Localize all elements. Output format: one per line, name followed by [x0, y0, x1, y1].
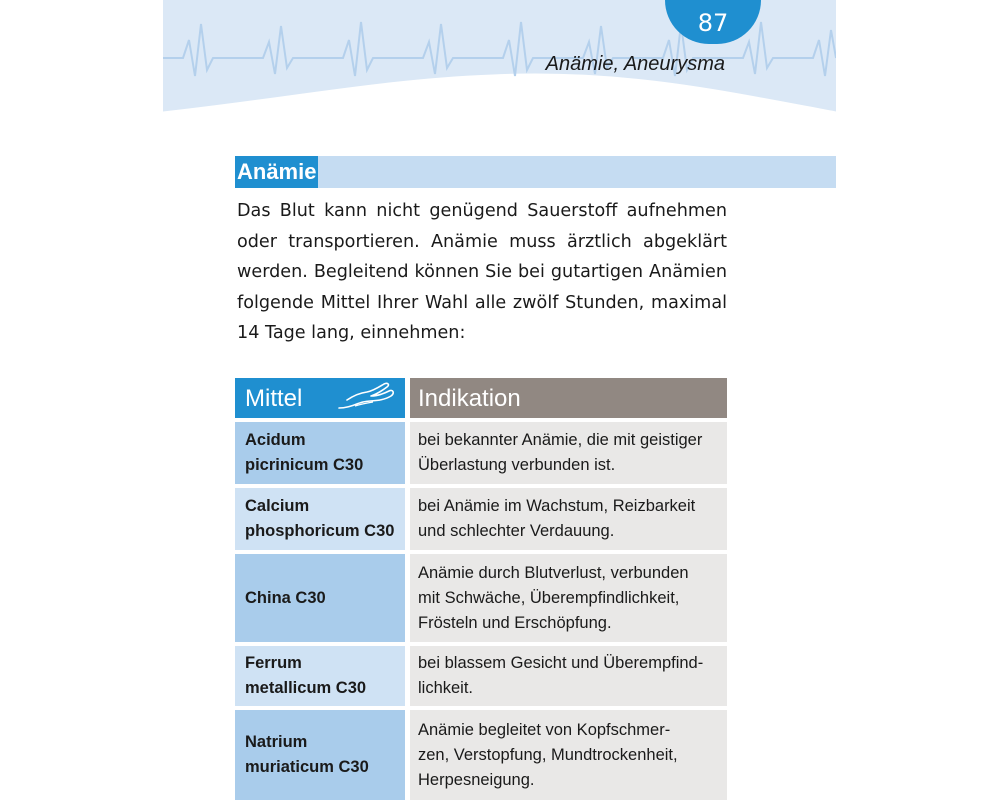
indication-cell: [410, 422, 727, 484]
table-row: [235, 422, 727, 484]
table-row: [235, 554, 727, 642]
indication-text: bei blassem Gesicht und Überempfind- lichkeit.: [418, 654, 704, 697]
indication-text: bei bekannter Anämie, die mit geistiger Überlastung verbunden ist.: [418, 431, 703, 474]
indication-cell: [410, 710, 727, 800]
table-row: [235, 488, 727, 550]
indication-text: Anämie begleitet von Kopfschmer- zen, Verstopfung, Mundtrockenheit, Herpesneigung.: [418, 720, 678, 789]
remedy-cell: [235, 710, 405, 800]
indication-text: bei Anämie im Wachstum, Reizbarkeit und schlechter Verdauung.: [418, 497, 696, 540]
intro-paragraph: Das Blut kann nicht genügend Sauerstoff aufnehmen oder transportieren. Anämie muss ärztlich abgeklärt werden. Begleitend können Sie bei gutartigen Anämien folgende Mittel Ihrer Wahl alle zwölf Stunden, maximal 14 Tage lang, einnehmen:: [237, 201, 727, 343]
remedy-cell: [235, 646, 405, 706]
page-number: 87: [665, 0, 761, 44]
remedy-cell: [235, 554, 405, 642]
column-header-mittel-label: Mittel: [245, 385, 303, 412]
remedy-name: Natrium muriaticum C30: [245, 733, 369, 776]
remedy-name: Acidum picrinicum C30: [245, 431, 364, 474]
remedy-name: Calcium phosphoricum C30: [245, 497, 395, 540]
page-header: [163, 0, 836, 120]
column-header-indikation: Indikation: [410, 378, 727, 418]
remedy-name: Ferrum metallicum C30: [245, 654, 367, 697]
column-header-mittel: [235, 378, 405, 418]
table-row: [235, 710, 727, 800]
indication-cell: [410, 488, 727, 550]
indication-text: Anämie durch Blutverlust, verbunden mit Schwäche, Überempfindlichkeit, Frösteln und Erschöpfung.: [418, 563, 689, 632]
hand-icon: [337, 382, 399, 414]
remedy-name: China C30: [245, 588, 326, 607]
book-page: [163, 0, 836, 800]
remedy-cell: [235, 422, 405, 484]
section-heading-band: [235, 156, 836, 188]
section-title: Anämie: [235, 156, 318, 188]
indication-cell: [410, 646, 727, 706]
remedy-cell: [235, 488, 405, 550]
table-header: [235, 378, 727, 418]
running-title: Anämie, Aneurysma: [545, 53, 725, 75]
indication-cell: [410, 554, 727, 642]
table-row: [235, 646, 727, 706]
